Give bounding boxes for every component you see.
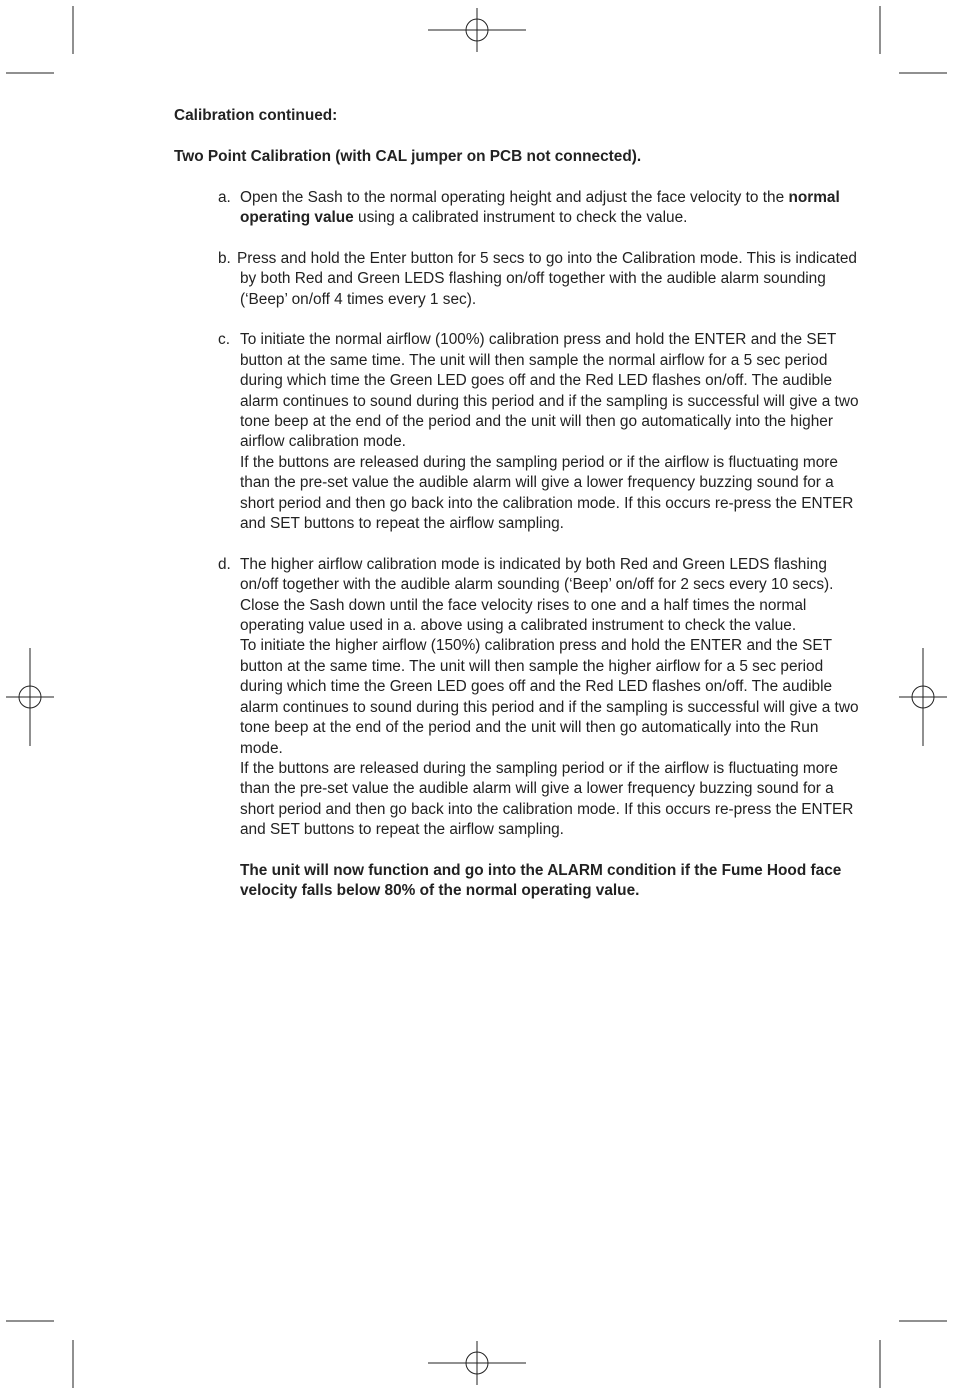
step-marker: c. [218,331,230,349]
subsection-heading: Two Point Calibration (with CAL jumper on PCB not connected). [174,147,642,165]
step-marker: b. [218,249,231,267]
document-body [174,106,864,902]
step-paragraph: To initiate the higher airflow (150%) calibration press and hold the ENTER and the SET button at the same time. The unit will then sample the higher airflow for a 5 sec period during which time the Green LED goes off and the Red LED flashes on/off. The audible alarm continues to sound during this period and if the sampling is successful will give a two tone beep at the end of the period and the unit will then go automatically into the Run mode. [240,637,859,757]
step-paragraph: If the buttons are released during the sampling period or if the airflow is fluctuating more than the pre-set value the audible alarm will give a lower frequency buzzing sound for a short period and then go back into the calibration mode. If this occurs re-press the ENTER and SET buttons to repeat the airflow sampling. [240,453,854,533]
step-d [174,555,864,841]
step-paragraph: If the buttons are released during the sampling period or if the airflow is fluctuating more than the pre-set value the audible alarm will give a lower frequency buzzing sound for a short period and then go back into the calibration mode. If this occurs re-press the ENTER and SET buttons to repeat the airflow sampling. [240,759,854,839]
step-text: Open the Sash to the normal operating height and adjust the face velocity to the normal operating value using a calibrated instrument to check the value. [240,188,840,226]
step-marker: a. [218,188,231,206]
section-heading: Calibration continued: [174,107,338,124]
step-paragraph: The higher airflow calibration mode is indicated by both Red and Green LEDS flashing on/off together with the audible alarm sounding (‘Beep’ on/off for 2 secs every 10 secs). [240,555,834,594]
step-a [174,188,864,229]
step-paragraph: To initiate the normal airflow (100%) calibration press and hold the ENTER and the SET button at the same time. The unit will then sample the normal airflow for a 5 sec period during which time the Green LED goes off and the Red LED flashes on/off. The audible alarm continues to sound during this period and if the sampling is successful will give a two tone beep at the end of the period and the unit will then go automatically into the higher airflow calibration mode. [240,331,859,451]
step-c [174,330,864,534]
emphasis: normal operating value [240,188,840,226]
step-text: Press and hold the Enter button for 5 secs to go into the Calibration mode. This is indicated by both Red and Green LEDS flashing on/off together with the audible alarm sounding (‘Beep’ on/off 4 times every 1 sec). [237,249,857,308]
step-b [174,249,864,310]
calibration-steps [174,188,864,902]
step-marker: d. [218,555,231,573]
final-note: The unit will now function and go into the ALARM condition if the Fume Hood face velocity falls below 80% of the normal operating value. [240,861,842,900]
step-paragraph: Close the Sash down until the face velocity rises to one and a half times the normal operating value used in a. above using a calibrated instrument to check the value. [240,596,807,635]
